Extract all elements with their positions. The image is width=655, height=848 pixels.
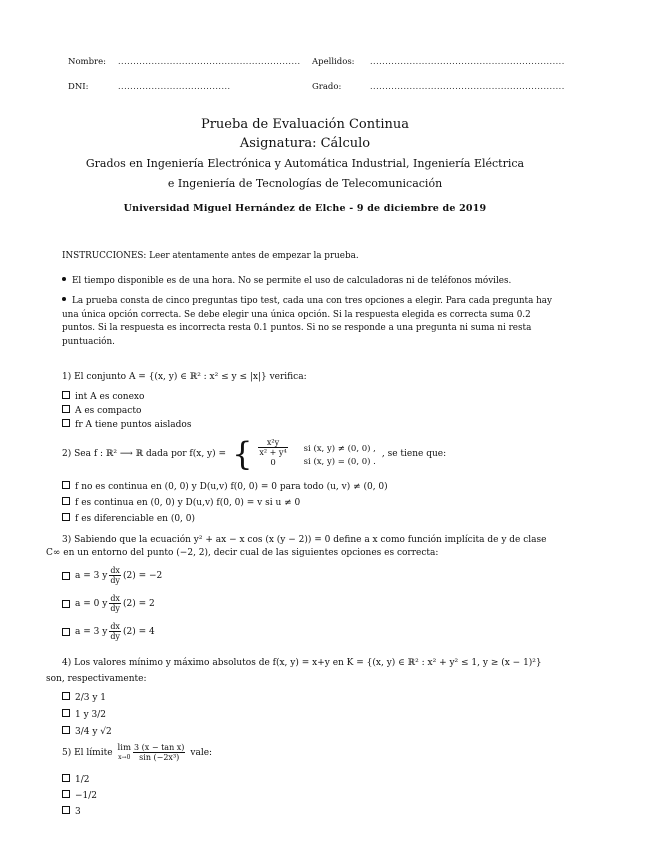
bullet-icon: [62, 297, 66, 301]
question-4-stem-1: 4) Los valores mínimo y máximo absolutos de f(x, y) = x+y en K = {(x, y) ∈ ℝ² : x² + y² ≤ 1, y ≥ (x − 1)²}: [62, 658, 542, 668]
apellidos-field[interactable]: ................................................................: [370, 57, 565, 66]
question-3-stem-2: C∞ en un entorno del punto (−2, 2), decir cual de las siguientes opciones es correcta:: [46, 548, 439, 558]
nombre-label: Nombre:: [68, 57, 107, 67]
q3-option-2[interactable]: a = 0 y $\frac{dx}{dy}$ (2) = 2: [62, 594, 155, 613]
grado-field[interactable]: ................................................................: [370, 82, 565, 91]
bullet-icon: [62, 277, 66, 281]
checkbox-icon[interactable]: [62, 497, 70, 505]
q1-option-3[interactable]: fr A tiene puntos aislados: [62, 419, 191, 430]
instruction-bullet-1: El tiempo disponible es de una hora. No se permite el uso de calculadoras ni de teléfonos móviles.: [62, 275, 511, 289]
checkbox-icon[interactable]: [62, 790, 70, 798]
q5-option-3[interactable]: 3: [62, 806, 81, 817]
degrees-line-1: Grados en Ingeniería Electrónica y Automática Industrial, Ingeniería Eléctrica: [85, 157, 525, 170]
grado-label: Grado:: [312, 82, 342, 92]
checkbox-icon[interactable]: [62, 600, 70, 608]
question-1-stem: 1) El conjunto A = {(x, y) ∈ ℝ² : x² ≤ y ≤ |x|} verifica:: [62, 372, 307, 382]
dni-label: DNI:: [68, 82, 89, 92]
checkbox-icon[interactable]: [62, 692, 70, 700]
checkbox-icon[interactable]: [62, 391, 70, 399]
degrees-line-2: e Ingeniería de Tecnologías de Telecomunicación: [167, 177, 443, 190]
q2-option-3[interactable]: f es diferenciable en (0, 0): [62, 513, 195, 524]
q3-option-1[interactable]: a = 3 y $\frac{dx}{dy}$ (2) = −2: [62, 566, 162, 585]
checkbox-icon[interactable]: [62, 628, 70, 636]
q3-option-3[interactable]: a = 3 y $\frac{dx}{dy}$ (2) = 4: [62, 622, 155, 641]
question-5-stem: 5) El límite lim x→0 $\frac{\text{3 (x − tan x)}}{\text{sin (−2x³)}}$ vale:: [62, 742, 213, 762]
checkbox-icon[interactable]: [62, 419, 70, 427]
q1-option-2[interactable]: A es compacto: [62, 405, 141, 416]
instructions-heading: INSTRUCCIONES: Leer atentamente antes de empezar la prueba.: [62, 251, 359, 261]
question-4-stem-2: son, respectivamente:: [46, 674, 147, 684]
question-2-stem: 2) Sea f : ℝ² ⟶ ℝ dada por f(x, y) = { $\frac{\text{x²y}}{\text{x² + y⁴}}$ 0 si (x, y) ≠ (0, 0) , si (x, y) = (0, 0) . , se tiene que:: [62, 435, 447, 473]
checkbox-icon[interactable]: [62, 572, 70, 580]
left-brace: {: [232, 435, 253, 473]
q2-option-1[interactable]: f no es continua en (0, 0) y D(u,v) f(0, 0) = 0 para todo (u, v) ≠ (0, 0): [62, 481, 388, 492]
question-3-stem-1: 3) Sabiendo que la ecuación y² + ax − x cos (x (y − 2)) = 0 define a x como función implícita de y de clase: [62, 535, 547, 545]
checkbox-icon[interactable]: [62, 774, 70, 782]
checkbox-icon[interactable]: [62, 405, 70, 413]
checkbox-icon[interactable]: [62, 481, 70, 489]
checkbox-icon[interactable]: [62, 513, 70, 521]
checkbox-icon[interactable]: [62, 726, 70, 734]
q4-option-2[interactable]: 1 y 3/2: [62, 709, 106, 720]
university-date: Universidad Miguel Hernández de Elche - 9 de diciembre de 2019: [123, 203, 487, 214]
q5-option-1[interactable]: 1/2: [62, 774, 89, 785]
q5-option-2[interactable]: −1/2: [62, 790, 97, 801]
checkbox-icon[interactable]: [62, 806, 70, 814]
exam-title: Prueba de Evaluación Continua: [200, 117, 410, 132]
dni-field[interactable]: .....................................: [118, 82, 231, 91]
q1-option-1[interactable]: int A es conexo: [62, 391, 144, 402]
nombre-field[interactable]: ............................................................: [118, 57, 301, 66]
q2-option-2[interactable]: f es continua en (0, 0) y D(u,v) f(0, 0) = v si u ≠ 0: [62, 497, 300, 508]
instruction-bullet-2: La prueba consta de cinco preguntas tipo test, cada una con tres opciones a elegir. Para cada pregunta hay una única opción correcta. Se debe elegir una única opción. Si la respuesta elegida es correcta suma 0.2 puntos. Si la respuesta es incorrecta resta 0.1 puntos. Si no se responde a una pregunta ni suma ni resta puntuación.: [62, 296, 553, 347]
checkbox-icon[interactable]: [62, 709, 70, 717]
q4-option-3[interactable]: 3/4 y √2: [62, 726, 112, 737]
subject-title: Asignatura: Cálculo: [239, 136, 371, 151]
apellidos-label: Apellidos:: [312, 57, 355, 67]
q4-option-1[interactable]: 2/3 y 1: [62, 692, 106, 703]
